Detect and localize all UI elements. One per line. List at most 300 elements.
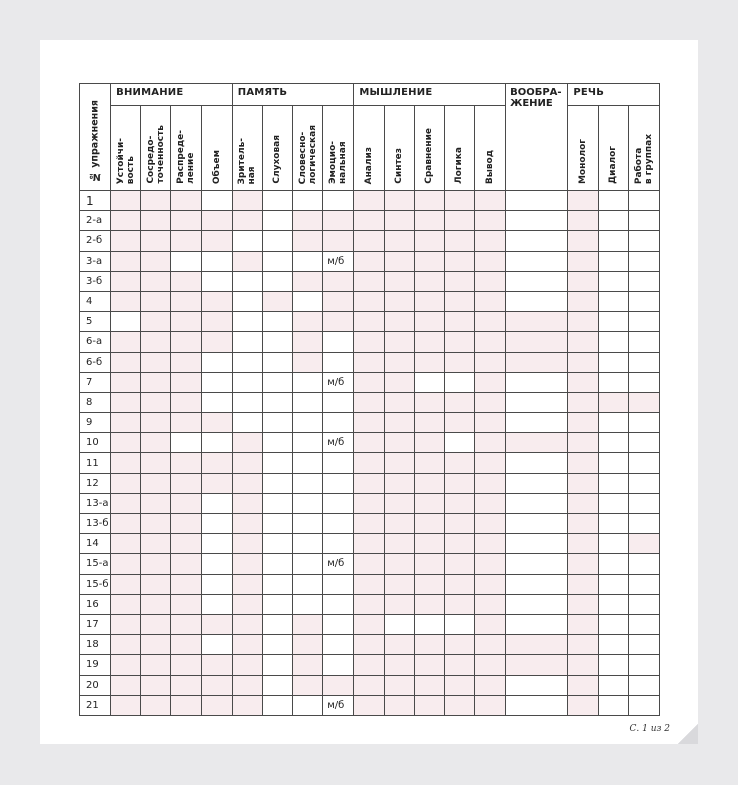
- skill-cell[interactable]: [598, 413, 628, 433]
- skill-cell[interactable]: [628, 211, 659, 231]
- skill-cell[interactable]: [414, 413, 444, 433]
- skill-cell[interactable]: [232, 554, 262, 574]
- skill-cell[interactable]: [506, 191, 568, 211]
- skill-cell[interactable]: [141, 271, 171, 291]
- skill-cell[interactable]: [444, 574, 474, 594]
- skill-cell[interactable]: [444, 493, 474, 513]
- skill-cell[interactable]: [323, 534, 354, 554]
- skill-cell[interactable]: [598, 675, 628, 695]
- skill-cell[interactable]: [474, 635, 505, 655]
- skill-cell[interactable]: [628, 332, 659, 352]
- skill-cell[interactable]: [262, 271, 292, 291]
- skill-cell[interactable]: [171, 312, 201, 332]
- skill-cell[interactable]: [232, 332, 262, 352]
- skill-cell[interactable]: [232, 231, 262, 251]
- skill-cell[interactable]: [414, 493, 444, 513]
- skill-cell[interactable]: [232, 433, 262, 453]
- skill-cell[interactable]: [506, 493, 568, 513]
- skill-cell[interactable]: [171, 392, 201, 412]
- skill-cell[interactable]: [506, 473, 568, 493]
- skill-cell[interactable]: [568, 191, 598, 211]
- skill-cell[interactable]: [293, 392, 323, 412]
- skill-cell[interactable]: [506, 635, 568, 655]
- skill-cell[interactable]: [568, 473, 598, 493]
- skill-cell[interactable]: [444, 352, 474, 372]
- skill-cell[interactable]: [111, 231, 141, 251]
- skill-cell[interactable]: [201, 534, 232, 554]
- skill-cell[interactable]: [293, 352, 323, 372]
- skill-cell[interactable]: [628, 493, 659, 513]
- skill-cell[interactable]: [568, 655, 598, 675]
- skill-cell[interactable]: [568, 614, 598, 634]
- skill-cell[interactable]: [414, 695, 444, 715]
- skill-cell[interactable]: [262, 372, 292, 392]
- skill-cell[interactable]: [201, 291, 232, 311]
- skill-cell[interactable]: [568, 271, 598, 291]
- skill-cell[interactable]: [323, 574, 354, 594]
- skill-cell[interactable]: [506, 271, 568, 291]
- skill-cell[interactable]: [568, 514, 598, 534]
- skill-cell[interactable]: [474, 291, 505, 311]
- skill-cell[interactable]: [444, 514, 474, 534]
- skill-cell[interactable]: [201, 231, 232, 251]
- skill-cell[interactable]: [354, 655, 384, 675]
- skill-cell[interactable]: [506, 332, 568, 352]
- skill-cell[interactable]: [293, 413, 323, 433]
- skill-cell[interactable]: [568, 372, 598, 392]
- skill-cell[interactable]: [323, 231, 354, 251]
- skill-cell[interactable]: [568, 574, 598, 594]
- skill-cell[interactable]: [201, 433, 232, 453]
- skill-cell[interactable]: [111, 392, 141, 412]
- skill-cell[interactable]: [444, 695, 474, 715]
- skill-cell[interactable]: [444, 554, 474, 574]
- skill-cell[interactable]: [323, 392, 354, 412]
- skill-cell[interactable]: [323, 332, 354, 352]
- skill-cell[interactable]: [293, 271, 323, 291]
- skill-cell[interactable]: [111, 635, 141, 655]
- skill-cell[interactable]: [262, 594, 292, 614]
- skill-cell[interactable]: [171, 493, 201, 513]
- skill-cell[interactable]: [506, 514, 568, 534]
- skill-cell[interactable]: [111, 251, 141, 271]
- skill-cell[interactable]: [201, 574, 232, 594]
- skill-cell[interactable]: [628, 695, 659, 715]
- skill-cell[interactable]: [293, 655, 323, 675]
- skill-cell[interactable]: [598, 251, 628, 271]
- note-cell[interactable]: м/б: [323, 695, 354, 715]
- skill-cell[interactable]: [568, 231, 598, 251]
- skill-cell[interactable]: [323, 675, 354, 695]
- skill-cell[interactable]: [628, 291, 659, 311]
- skill-cell[interactable]: [141, 574, 171, 594]
- skill-cell[interactable]: [111, 291, 141, 311]
- skill-cell[interactable]: [598, 594, 628, 614]
- skill-cell[interactable]: [141, 312, 171, 332]
- skill-cell[interactable]: [262, 312, 292, 332]
- skill-cell[interactable]: [354, 332, 384, 352]
- skill-cell[interactable]: [628, 453, 659, 473]
- skill-cell[interactable]: [474, 655, 505, 675]
- skill-cell[interactable]: [111, 413, 141, 433]
- skill-cell[interactable]: [111, 695, 141, 715]
- skill-cell[interactable]: [474, 352, 505, 372]
- skill-cell[interactable]: [293, 493, 323, 513]
- skill-cell[interactable]: [232, 594, 262, 614]
- skill-cell[interactable]: [323, 493, 354, 513]
- skill-cell[interactable]: [384, 372, 414, 392]
- skill-cell[interactable]: [474, 312, 505, 332]
- skill-cell[interactable]: [201, 191, 232, 211]
- skill-cell[interactable]: [474, 453, 505, 473]
- skill-cell[interactable]: [506, 211, 568, 231]
- skill-cell[interactable]: [384, 332, 414, 352]
- skill-cell[interactable]: [384, 352, 414, 372]
- skill-cell[interactable]: [171, 433, 201, 453]
- skill-cell[interactable]: [474, 534, 505, 554]
- skill-cell[interactable]: [414, 211, 444, 231]
- skill-cell[interactable]: [444, 191, 474, 211]
- skill-cell[interactable]: [628, 675, 659, 695]
- skill-cell[interactable]: [293, 514, 323, 534]
- skill-cell[interactable]: [598, 574, 628, 594]
- skill-cell[interactable]: [568, 594, 598, 614]
- skill-cell[interactable]: [354, 433, 384, 453]
- skill-cell[interactable]: [171, 655, 201, 675]
- skill-cell[interactable]: [232, 413, 262, 433]
- skill-cell[interactable]: [568, 413, 598, 433]
- skill-cell[interactable]: [506, 534, 568, 554]
- skill-cell[interactable]: [323, 352, 354, 372]
- skill-cell[interactable]: [232, 251, 262, 271]
- skill-cell[interactable]: [232, 191, 262, 211]
- skill-cell[interactable]: [141, 433, 171, 453]
- skill-cell[interactable]: [171, 372, 201, 392]
- skill-cell[interactable]: [354, 594, 384, 614]
- skill-cell[interactable]: [598, 352, 628, 372]
- skill-cell[interactable]: [262, 675, 292, 695]
- skill-cell[interactable]: [414, 614, 444, 634]
- skill-cell[interactable]: [111, 675, 141, 695]
- skill-cell[interactable]: [444, 392, 474, 412]
- skill-cell[interactable]: [474, 675, 505, 695]
- skill-cell[interactable]: [262, 211, 292, 231]
- skill-cell[interactable]: [598, 514, 628, 534]
- skill-cell[interactable]: [201, 312, 232, 332]
- skill-cell[interactable]: [171, 554, 201, 574]
- skill-cell[interactable]: [628, 231, 659, 251]
- skill-cell[interactable]: [444, 211, 474, 231]
- skill-cell[interactable]: [293, 614, 323, 634]
- skill-cell[interactable]: [262, 614, 292, 634]
- skill-cell[interactable]: [414, 392, 444, 412]
- skill-cell[interactable]: [232, 614, 262, 634]
- skill-cell[interactable]: [568, 635, 598, 655]
- skill-cell[interactable]: [444, 271, 474, 291]
- skill-cell[interactable]: [598, 332, 628, 352]
- skill-cell[interactable]: [414, 675, 444, 695]
- skill-cell[interactable]: [506, 251, 568, 271]
- skill-cell[interactable]: [568, 392, 598, 412]
- skill-cell[interactable]: [171, 332, 201, 352]
- skill-cell[interactable]: [384, 554, 414, 574]
- skill-cell[interactable]: [384, 251, 414, 271]
- skill-cell[interactable]: [201, 554, 232, 574]
- skill-cell[interactable]: [598, 392, 628, 412]
- skill-cell[interactable]: [384, 614, 414, 634]
- skill-cell[interactable]: [474, 614, 505, 634]
- skill-cell[interactable]: [111, 332, 141, 352]
- note-cell[interactable]: м/б: [323, 251, 354, 271]
- skill-cell[interactable]: [568, 534, 598, 554]
- skill-cell[interactable]: [232, 372, 262, 392]
- skill-cell[interactable]: [323, 594, 354, 614]
- skill-cell[interactable]: [354, 191, 384, 211]
- skill-cell[interactable]: [141, 372, 171, 392]
- skill-cell[interactable]: [171, 594, 201, 614]
- skill-cell[interactable]: [384, 453, 414, 473]
- skill-cell[interactable]: [414, 312, 444, 332]
- skill-cell[interactable]: [354, 352, 384, 372]
- skill-cell[interactable]: [414, 574, 444, 594]
- skill-cell[interactable]: [598, 211, 628, 231]
- skill-cell[interactable]: [323, 635, 354, 655]
- skill-cell[interactable]: [232, 534, 262, 554]
- skill-cell[interactable]: [598, 433, 628, 453]
- skill-cell[interactable]: [354, 514, 384, 534]
- skill-cell[interactable]: [474, 332, 505, 352]
- skill-cell[interactable]: [506, 554, 568, 574]
- skill-cell[interactable]: [232, 392, 262, 412]
- skill-cell[interactable]: [262, 574, 292, 594]
- skill-cell[interactable]: [201, 514, 232, 534]
- skill-cell[interactable]: [201, 372, 232, 392]
- skill-cell[interactable]: [171, 291, 201, 311]
- skill-cell[interactable]: [506, 433, 568, 453]
- skill-cell[interactable]: [111, 594, 141, 614]
- skill-cell[interactable]: [262, 655, 292, 675]
- skill-cell[interactable]: [201, 453, 232, 473]
- skill-cell[interactable]: [354, 271, 384, 291]
- skill-cell[interactable]: [474, 251, 505, 271]
- skill-cell[interactable]: [444, 433, 474, 453]
- skill-cell[interactable]: [598, 695, 628, 715]
- skill-cell[interactable]: [474, 473, 505, 493]
- skill-cell[interactable]: [414, 594, 444, 614]
- skill-cell[interactable]: [201, 594, 232, 614]
- skill-cell[interactable]: [262, 453, 292, 473]
- skill-cell[interactable]: [111, 352, 141, 372]
- skill-cell[interactable]: [141, 291, 171, 311]
- skill-cell[interactable]: [171, 211, 201, 231]
- skill-cell[interactable]: [171, 574, 201, 594]
- skill-cell[interactable]: [111, 655, 141, 675]
- skill-cell[interactable]: [323, 655, 354, 675]
- skill-cell[interactable]: [262, 473, 292, 493]
- skill-cell[interactable]: [171, 514, 201, 534]
- skill-cell[interactable]: [598, 231, 628, 251]
- skill-cell[interactable]: [384, 574, 414, 594]
- skill-cell[interactable]: [262, 635, 292, 655]
- skill-cell[interactable]: [111, 271, 141, 291]
- skill-cell[interactable]: [262, 493, 292, 513]
- skill-cell[interactable]: [201, 614, 232, 634]
- skill-cell[interactable]: [293, 231, 323, 251]
- skill-cell[interactable]: [506, 372, 568, 392]
- skill-cell[interactable]: [506, 675, 568, 695]
- skill-cell[interactable]: [474, 231, 505, 251]
- skill-cell[interactable]: [323, 211, 354, 231]
- skill-cell[interactable]: [384, 211, 414, 231]
- skill-cell[interactable]: [111, 453, 141, 473]
- skill-cell[interactable]: [474, 413, 505, 433]
- skill-cell[interactable]: [171, 191, 201, 211]
- skill-cell[interactable]: [598, 493, 628, 513]
- skill-cell[interactable]: [474, 372, 505, 392]
- skill-cell[interactable]: [201, 332, 232, 352]
- skill-cell[interactable]: [201, 473, 232, 493]
- skill-cell[interactable]: [111, 433, 141, 453]
- skill-cell[interactable]: [171, 453, 201, 473]
- skill-cell[interactable]: [141, 413, 171, 433]
- skill-cell[interactable]: [568, 312, 598, 332]
- skill-cell[interactable]: [414, 473, 444, 493]
- skill-cell[interactable]: [628, 312, 659, 332]
- note-cell[interactable]: м/б: [323, 554, 354, 574]
- skill-cell[interactable]: [628, 372, 659, 392]
- skill-cell[interactable]: [506, 352, 568, 372]
- skill-cell[interactable]: [262, 514, 292, 534]
- skill-cell[interactable]: [323, 473, 354, 493]
- skill-cell[interactable]: [444, 594, 474, 614]
- skill-cell[interactable]: [444, 231, 474, 251]
- skill-cell[interactable]: [262, 433, 292, 453]
- skill-cell[interactable]: [141, 332, 171, 352]
- skill-cell[interactable]: [141, 534, 171, 554]
- skill-cell[interactable]: [598, 453, 628, 473]
- skill-cell[interactable]: [141, 352, 171, 372]
- skill-cell[interactable]: [414, 271, 444, 291]
- skill-cell[interactable]: [293, 534, 323, 554]
- skill-cell[interactable]: [354, 554, 384, 574]
- skill-cell[interactable]: [171, 413, 201, 433]
- skill-cell[interactable]: [414, 251, 444, 271]
- skill-cell[interactable]: [414, 352, 444, 372]
- skill-cell[interactable]: [628, 534, 659, 554]
- skill-cell[interactable]: [598, 534, 628, 554]
- skill-cell[interactable]: [474, 433, 505, 453]
- skill-cell[interactable]: [293, 211, 323, 231]
- skill-cell[interactable]: [201, 271, 232, 291]
- skill-cell[interactable]: [201, 392, 232, 412]
- skill-cell[interactable]: [293, 251, 323, 271]
- skill-cell[interactable]: [474, 594, 505, 614]
- skill-cell[interactable]: [628, 433, 659, 453]
- skill-cell[interactable]: [111, 554, 141, 574]
- skill-cell[interactable]: [141, 655, 171, 675]
- skill-cell[interactable]: [598, 614, 628, 634]
- skill-cell[interactable]: [293, 594, 323, 614]
- skill-cell[interactable]: [323, 514, 354, 534]
- skill-cell[interactable]: [141, 453, 171, 473]
- skill-cell[interactable]: [354, 493, 384, 513]
- skill-cell[interactable]: [323, 312, 354, 332]
- skill-cell[interactable]: [384, 392, 414, 412]
- skill-cell[interactable]: [171, 695, 201, 715]
- skill-cell[interactable]: [354, 473, 384, 493]
- skill-cell[interactable]: [171, 635, 201, 655]
- skill-cell[interactable]: [171, 231, 201, 251]
- skill-cell[interactable]: [171, 352, 201, 372]
- skill-cell[interactable]: [384, 413, 414, 433]
- skill-cell[interactable]: [232, 291, 262, 311]
- skill-cell[interactable]: [141, 675, 171, 695]
- skill-cell[interactable]: [414, 231, 444, 251]
- skill-cell[interactable]: [628, 594, 659, 614]
- skill-cell[interactable]: [232, 312, 262, 332]
- skill-cell[interactable]: [474, 514, 505, 534]
- skill-cell[interactable]: [354, 211, 384, 231]
- skill-cell[interactable]: [141, 514, 171, 534]
- skill-cell[interactable]: [474, 211, 505, 231]
- skill-cell[interactable]: [262, 534, 292, 554]
- skill-cell[interactable]: [568, 433, 598, 453]
- skill-cell[interactable]: [262, 291, 292, 311]
- skill-cell[interactable]: [568, 211, 598, 231]
- skill-cell[interactable]: [323, 271, 354, 291]
- skill-cell[interactable]: [474, 554, 505, 574]
- skill-cell[interactable]: [628, 271, 659, 291]
- note-cell[interactable]: м/б: [323, 372, 354, 392]
- skill-cell[interactable]: [506, 392, 568, 412]
- skill-cell[interactable]: [444, 473, 474, 493]
- skill-cell[interactable]: [111, 534, 141, 554]
- skill-cell[interactable]: [568, 352, 598, 372]
- skill-cell[interactable]: [444, 332, 474, 352]
- skill-cell[interactable]: [141, 392, 171, 412]
- skill-cell[interactable]: [598, 271, 628, 291]
- skill-cell[interactable]: [354, 372, 384, 392]
- skill-cell[interactable]: [414, 433, 444, 453]
- skill-cell[interactable]: [111, 372, 141, 392]
- skill-cell[interactable]: [262, 352, 292, 372]
- skill-cell[interactable]: [628, 473, 659, 493]
- skill-cell[interactable]: [384, 231, 414, 251]
- skill-cell[interactable]: [444, 291, 474, 311]
- skill-cell[interactable]: [293, 675, 323, 695]
- skill-cell[interactable]: [628, 554, 659, 574]
- skill-cell[interactable]: [598, 191, 628, 211]
- skill-cell[interactable]: [201, 655, 232, 675]
- skill-cell[interactable]: [414, 291, 444, 311]
- skill-cell[interactable]: [568, 291, 598, 311]
- skill-cell[interactable]: [628, 392, 659, 412]
- skill-cell[interactable]: [506, 291, 568, 311]
- skill-cell[interactable]: [506, 655, 568, 675]
- skill-cell[interactable]: [201, 352, 232, 372]
- skill-cell[interactable]: [171, 473, 201, 493]
- skill-cell[interactable]: [598, 473, 628, 493]
- skill-cell[interactable]: [384, 655, 414, 675]
- skill-cell[interactable]: [171, 614, 201, 634]
- skill-cell[interactable]: [506, 312, 568, 332]
- skill-cell[interactable]: [232, 635, 262, 655]
- skill-cell[interactable]: [568, 554, 598, 574]
- skill-cell[interactable]: [232, 574, 262, 594]
- skill-cell[interactable]: [354, 413, 384, 433]
- skill-cell[interactable]: [354, 291, 384, 311]
- skill-cell[interactable]: [111, 312, 141, 332]
